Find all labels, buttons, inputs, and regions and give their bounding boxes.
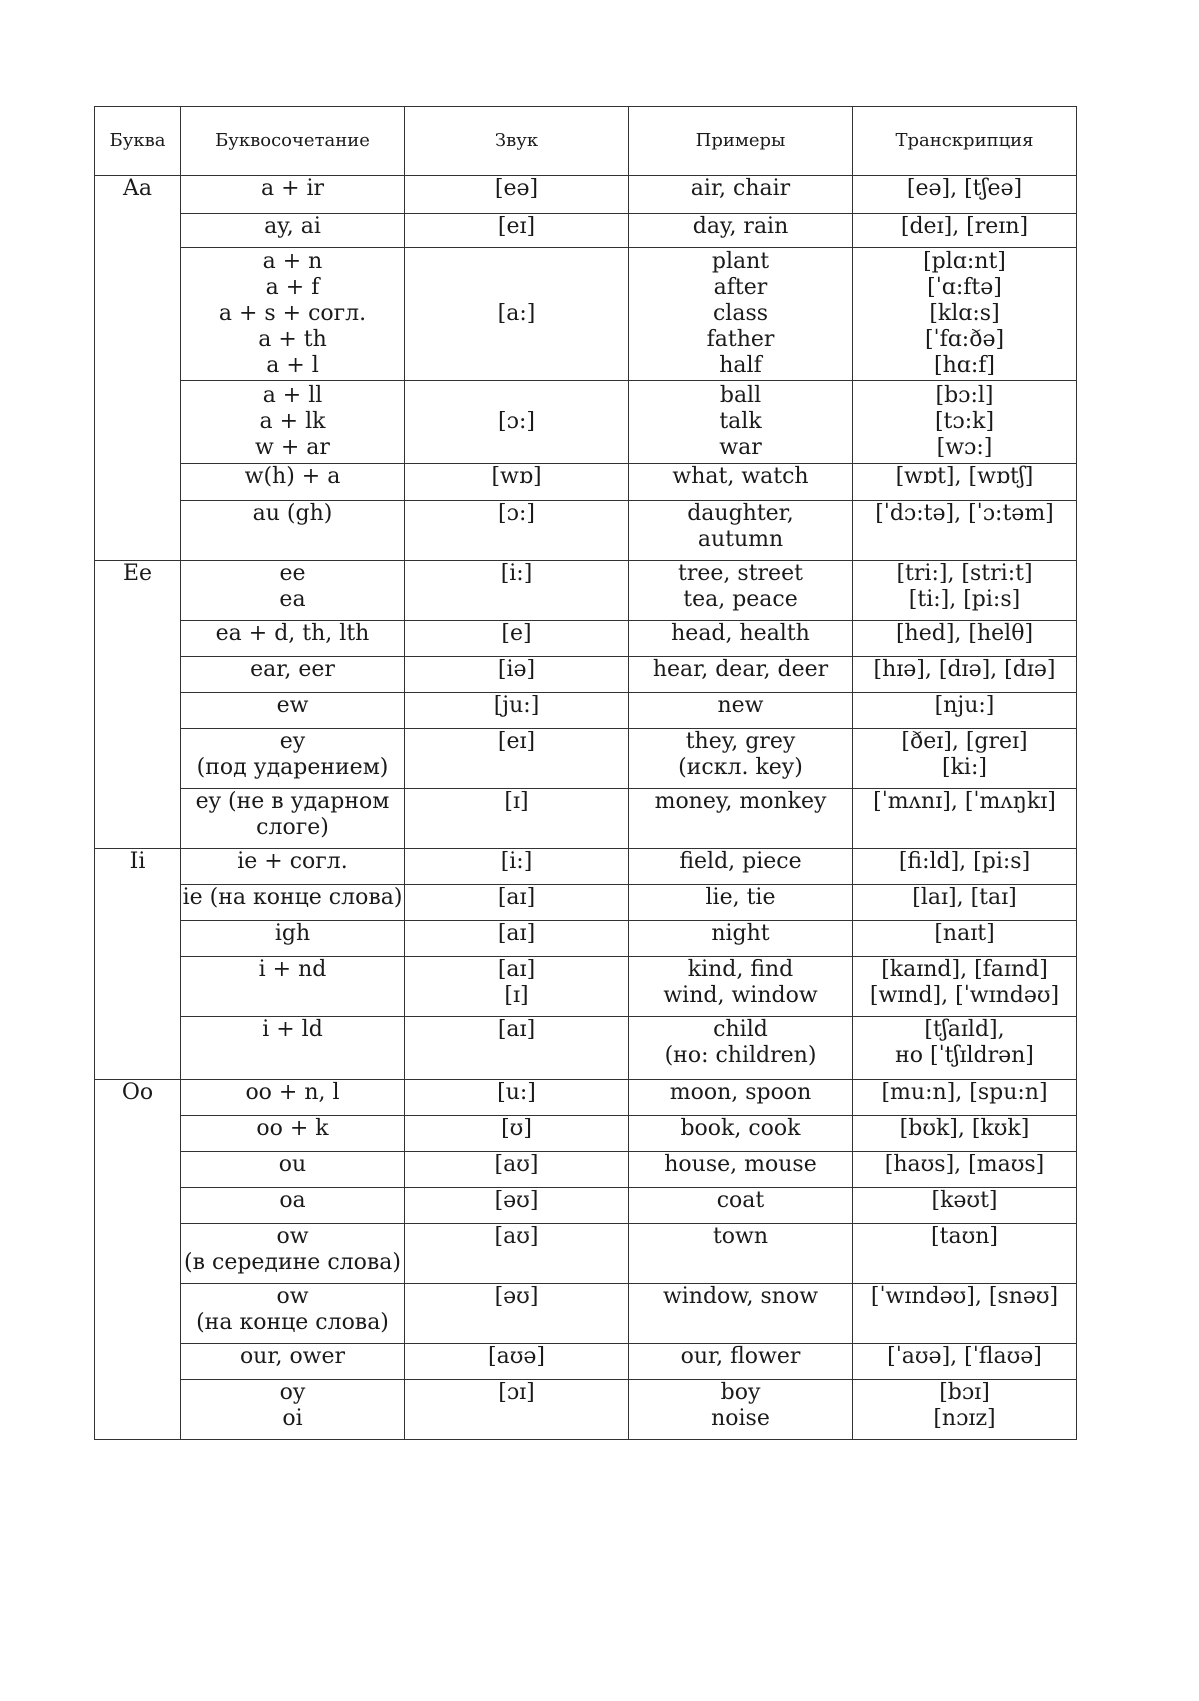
transcription-cell: [bɔ:l] [tɔ:k] [wɔ:] — [853, 381, 1077, 464]
table-row — [95, 1188, 1077, 1224]
sound-cell: [əʊ] — [405, 1284, 629, 1344]
table-row — [95, 885, 1077, 921]
combo-cell: ear, eer — [181, 657, 405, 693]
combo-cell: ie (на конце слова) — [181, 885, 405, 921]
transcription-cell: [ˈdɔ:tə], [ˈɔ:təm] — [853, 501, 1077, 561]
combo-cell: a + ll a + lk w + ar — [181, 381, 405, 464]
sound-cell: [u:] — [405, 1080, 629, 1116]
table-row — [95, 621, 1077, 657]
letter-cell: Oo — [95, 1080, 181, 1440]
examples-cell: our, flower — [629, 1344, 853, 1380]
table-row — [95, 381, 1077, 464]
sound-cell: [a:] — [405, 248, 629, 381]
transcription-cell: [mu:n], [spu:n] — [853, 1080, 1077, 1116]
combo-cell: ou — [181, 1152, 405, 1188]
table-row — [95, 561, 1077, 621]
table-row — [95, 789, 1077, 849]
examples-cell: town — [629, 1224, 853, 1284]
combo-cell: a + ir — [181, 176, 405, 214]
transcription-cell: [hed], [helθ] — [853, 621, 1077, 657]
examples-cell: moon, spoon — [629, 1080, 853, 1116]
sound-cell: [ɔ:] — [405, 381, 629, 464]
sound-cell: [iə] — [405, 657, 629, 693]
combo-cell: our, ower — [181, 1344, 405, 1380]
examples-cell: tree, street tea, peace — [629, 561, 853, 621]
transcription-cell: [ˈaʊə], [ˈflaʊə] — [853, 1344, 1077, 1380]
sound-cell: [ju:] — [405, 693, 629, 729]
examples-cell: coat — [629, 1188, 853, 1224]
combo-cell: oo + k — [181, 1116, 405, 1152]
table-body — [95, 176, 1077, 1440]
header-combination: Буквосочетание — [181, 107, 405, 176]
phonetics-table — [94, 106, 1077, 1440]
table-row — [95, 921, 1077, 957]
sound-cell: [aɪ] — [405, 885, 629, 921]
examples-cell: what, watch — [629, 464, 853, 501]
combo-cell: ie + согл. — [181, 849, 405, 885]
transcription-cell: [haʊs], [maʊs] — [853, 1152, 1077, 1188]
examples-cell: field, piece — [629, 849, 853, 885]
combo-cell: oa — [181, 1188, 405, 1224]
sound-cell: [e] — [405, 621, 629, 657]
sound-cell: [aʊə] — [405, 1344, 629, 1380]
transcription-cell: [nju:] — [853, 693, 1077, 729]
combo-cell: w(h) + a — [181, 464, 405, 501]
examples-cell: money, monkey — [629, 789, 853, 849]
table-row — [95, 849, 1077, 885]
sound-cell: [eɪ] — [405, 214, 629, 248]
examples-cell: boy noise — [629, 1380, 853, 1440]
transcription-cell: [wɒt], [wɒtʃ] — [853, 464, 1077, 501]
transcription-cell: [hɪə], [dɪə], [dɪə] — [853, 657, 1077, 693]
examples-cell: lie, tie — [629, 885, 853, 921]
sound-cell: [wɒ] — [405, 464, 629, 501]
combo-cell: ea + d, th, lth — [181, 621, 405, 657]
combo-cell: ow (в середине слова) — [181, 1224, 405, 1284]
examples-cell: hear, dear, deer — [629, 657, 853, 693]
combo-cell: igh — [181, 921, 405, 957]
letter-cell: Ee — [95, 561, 181, 849]
combo-cell: au (gh) — [181, 501, 405, 561]
table-row — [95, 176, 1077, 214]
header-sound: Звук — [405, 107, 629, 176]
transcription-cell: [deɪ], [reɪn] — [853, 214, 1077, 248]
table-row — [95, 1380, 1077, 1440]
examples-cell: window, snow — [629, 1284, 853, 1344]
sound-cell: [əʊ] — [405, 1188, 629, 1224]
examples-cell: ball talk war — [629, 381, 853, 464]
sound-cell: [aɪ] — [405, 921, 629, 957]
examples-cell: new — [629, 693, 853, 729]
sound-cell: [aɪ] [ɪ] — [405, 957, 629, 1017]
table-row — [95, 1017, 1077, 1080]
examples-cell: day, rain — [629, 214, 853, 248]
table-row — [95, 1080, 1077, 1116]
transcription-cell: [eə], [tʃeə] — [853, 176, 1077, 214]
letter-cell: Aa — [95, 176, 181, 561]
combo-cell: ey (не в ударном слоге) — [181, 789, 405, 849]
sound-cell: [eə] — [405, 176, 629, 214]
combo-cell: ay, ai — [181, 214, 405, 248]
table-row — [95, 1344, 1077, 1380]
transcription-cell: [tʃaɪld], но [ˈtʃɪldrən] — [853, 1017, 1077, 1080]
header-transcription: Транскрипция — [853, 107, 1077, 176]
transcription-cell: [tri:], [stri:t] [ti:], [pi:s] — [853, 561, 1077, 621]
transcription-cell: [kaɪnd], [faɪnd] [wɪnd], [ˈwɪndəʊ] — [853, 957, 1077, 1017]
table-row — [95, 214, 1077, 248]
examples-cell: night — [629, 921, 853, 957]
transcription-cell: [ˈmʌnɪ], [ˈmʌŋkɪ] — [853, 789, 1077, 849]
examples-cell: child (но: children) — [629, 1017, 853, 1080]
transcription-cell: [taʊn] — [853, 1224, 1077, 1284]
transcription-cell: [laɪ], [taɪ] — [853, 885, 1077, 921]
table-row — [95, 501, 1077, 561]
sound-cell: [ɪ] — [405, 789, 629, 849]
examples-cell: house, mouse — [629, 1152, 853, 1188]
transcription-cell: [fi:ld], [pi:s] — [853, 849, 1077, 885]
sound-cell: [i:] — [405, 561, 629, 621]
table-row — [95, 957, 1077, 1017]
sound-cell: [i:] — [405, 849, 629, 885]
table-row — [95, 729, 1077, 789]
examples-cell: daughter, autumn — [629, 501, 853, 561]
transcription-cell: [bɔɪ] [nɔɪz] — [853, 1380, 1077, 1440]
sound-cell: [aʊ] — [405, 1224, 629, 1284]
table-row — [95, 248, 1077, 381]
header-examples: Примеры — [629, 107, 853, 176]
combo-cell: oy oi — [181, 1380, 405, 1440]
examples-cell: head, health — [629, 621, 853, 657]
examples-cell: air, chair — [629, 176, 853, 214]
sound-cell: [aʊ] — [405, 1152, 629, 1188]
combo-cell: ee ea — [181, 561, 405, 621]
table-row — [95, 693, 1077, 729]
transcription-cell: [kəʊt] — [853, 1188, 1077, 1224]
header-row — [95, 107, 1077, 176]
examples-cell: plant after class father half — [629, 248, 853, 381]
table-row — [95, 1224, 1077, 1284]
table-row — [95, 1152, 1077, 1188]
transcription-cell: [ˈwɪndəʊ], [snəʊ] — [853, 1284, 1077, 1344]
sound-cell: [ɔɪ] — [405, 1380, 629, 1440]
examples-cell: they, grey (искл. key) — [629, 729, 853, 789]
sound-cell: [eɪ] — [405, 729, 629, 789]
combo-cell: ew — [181, 693, 405, 729]
table-row — [95, 1116, 1077, 1152]
combo-cell: oo + n, l — [181, 1080, 405, 1116]
sound-cell: [ɔ:] — [405, 501, 629, 561]
combo-cell: i + nd — [181, 957, 405, 1017]
transcription-cell: [naɪt] — [853, 921, 1077, 957]
combo-cell: ow (на конце слова) — [181, 1284, 405, 1344]
combo-cell: a + n a + f a + s + согл. a + th a + l — [181, 248, 405, 381]
transcription-cell: [ðeɪ], [greɪ] [ki:] — [853, 729, 1077, 789]
combo-cell: ey (под ударением) — [181, 729, 405, 789]
examples-cell: book, cook — [629, 1116, 853, 1152]
combo-cell: i + ld — [181, 1017, 405, 1080]
transcription-cell: [bʊk], [kʊk] — [853, 1116, 1077, 1152]
table-row — [95, 657, 1077, 693]
examples-cell: kind, find wind, window — [629, 957, 853, 1017]
table-row — [95, 1284, 1077, 1344]
sound-cell: [aɪ] — [405, 1017, 629, 1080]
letter-cell: Ii — [95, 849, 181, 1080]
header-letter: Буква — [95, 107, 181, 176]
table-row — [95, 464, 1077, 501]
sound-cell: [ʊ] — [405, 1116, 629, 1152]
transcription-cell: [plɑ:nt] [ˈɑ:ftə] [klɑ:s] [ˈfɑ:ðə] [hɑ:f] — [853, 248, 1077, 381]
